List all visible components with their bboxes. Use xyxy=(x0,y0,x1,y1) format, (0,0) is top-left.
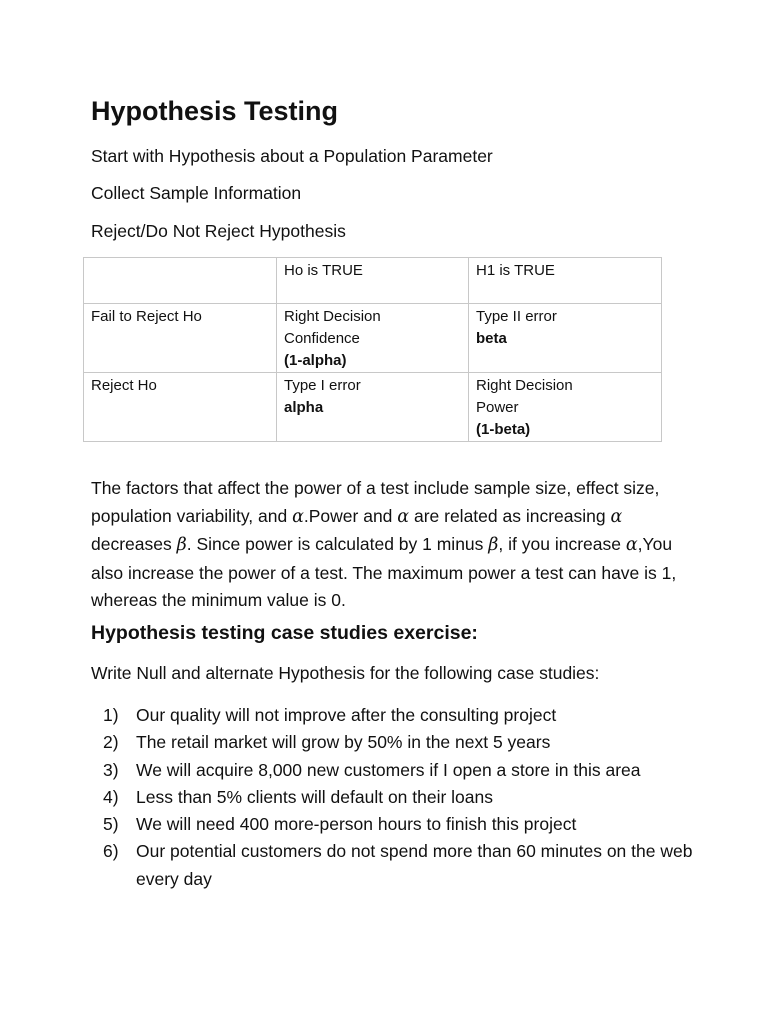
table-row-reject xyxy=(84,373,662,442)
power-paragraph xyxy=(91,475,691,615)
cell-text: Type II error xyxy=(476,308,557,325)
cell-text: Right Decision xyxy=(476,377,573,394)
item-number: 5) xyxy=(103,814,119,835)
cell-bold-value: (1-beta) xyxy=(476,421,531,438)
cell-right-decision-confidence xyxy=(277,304,469,373)
item-number: 1) xyxy=(103,705,119,725)
item-text: We will need 400 more-person hours to finish this project xyxy=(136,814,577,835)
page-title: Hypothesis Testing xyxy=(91,96,339,126)
list-item xyxy=(103,811,703,838)
exercise-intro: Write Null and alternate Hypothesis for the following case studies: xyxy=(91,663,600,683)
table-row-fail-to-reject xyxy=(84,304,662,373)
header-h1-true: H1 is TRUE xyxy=(469,258,662,304)
cell-right-decision-power xyxy=(469,373,662,442)
alpha-symbol: α xyxy=(625,535,638,555)
item-text: Our quality will not improve after the consulting project xyxy=(136,705,557,725)
item-number: 6) xyxy=(103,841,119,862)
cell-text: Right Decision xyxy=(284,308,381,325)
list-item xyxy=(103,729,703,756)
table-corner-cell xyxy=(84,258,277,304)
alpha-symbol: α xyxy=(397,506,410,527)
table-header-row xyxy=(84,258,662,304)
para-text: ,You also increase the power of a test. The maximum power a test can have is 1, whereas the minimum value is 0. xyxy=(91,534,677,610)
row-label: Fail to Reject Ho xyxy=(84,304,277,373)
cell-type-ii-error xyxy=(469,304,662,373)
alpha-symbol: α xyxy=(610,506,623,527)
list-item xyxy=(103,702,703,729)
case-study-list xyxy=(103,702,703,893)
para-text: . Since power is calculated by 1 minus xyxy=(186,534,489,554)
para-text: decreases xyxy=(91,534,177,554)
beta-symbol: β xyxy=(176,535,187,555)
cell-bold-value: alpha xyxy=(284,399,324,416)
beta-symbol: β xyxy=(488,535,499,555)
header-ho-true: Ho is TRUE xyxy=(277,258,469,304)
cell-text: Confidence xyxy=(284,330,360,347)
exercise-heading: Hypothesis testing case studies exercise: xyxy=(91,622,478,644)
step-2: Collect Sample Information xyxy=(91,183,302,203)
para-text: .Power and xyxy=(303,505,398,526)
alpha-symbol: α xyxy=(292,506,304,527)
item-number: 2) xyxy=(103,732,119,753)
item-text: Our potential customers do not spend more than 60 minutes on the web every day xyxy=(136,841,693,889)
cell-bold-value: beta xyxy=(476,330,507,347)
para-text: , if you increase xyxy=(498,534,626,554)
item-text: Less than 5% clients will default on their loans xyxy=(136,786,494,807)
row-label: Reject Ho xyxy=(84,373,277,442)
list-item xyxy=(103,838,703,893)
list-item xyxy=(103,784,703,811)
step-1: Start with Hypothesis about a Population Parameter xyxy=(91,146,493,166)
item-number: 4) xyxy=(103,786,119,807)
cell-type-i-error xyxy=(277,373,469,442)
list-item xyxy=(103,757,703,784)
step-3: Reject/Do Not Reject Hypothesis xyxy=(91,221,346,241)
cell-bold-value: (1-alpha) xyxy=(284,352,347,369)
item-text: The retail market will grow by 50% in the next 5 years xyxy=(136,732,551,753)
para-text: The factors that affect the power of a test include sample size, effect size, population variability, and xyxy=(91,478,660,526)
cell-text: Type I error xyxy=(284,377,361,394)
para-text: are related as increasing xyxy=(409,505,611,526)
cell-text: Power xyxy=(476,399,519,416)
item-text: We will acquire 8,000 new customers if I open a store in this area xyxy=(136,759,641,780)
item-number: 3) xyxy=(103,759,119,780)
decision-table xyxy=(83,257,662,442)
